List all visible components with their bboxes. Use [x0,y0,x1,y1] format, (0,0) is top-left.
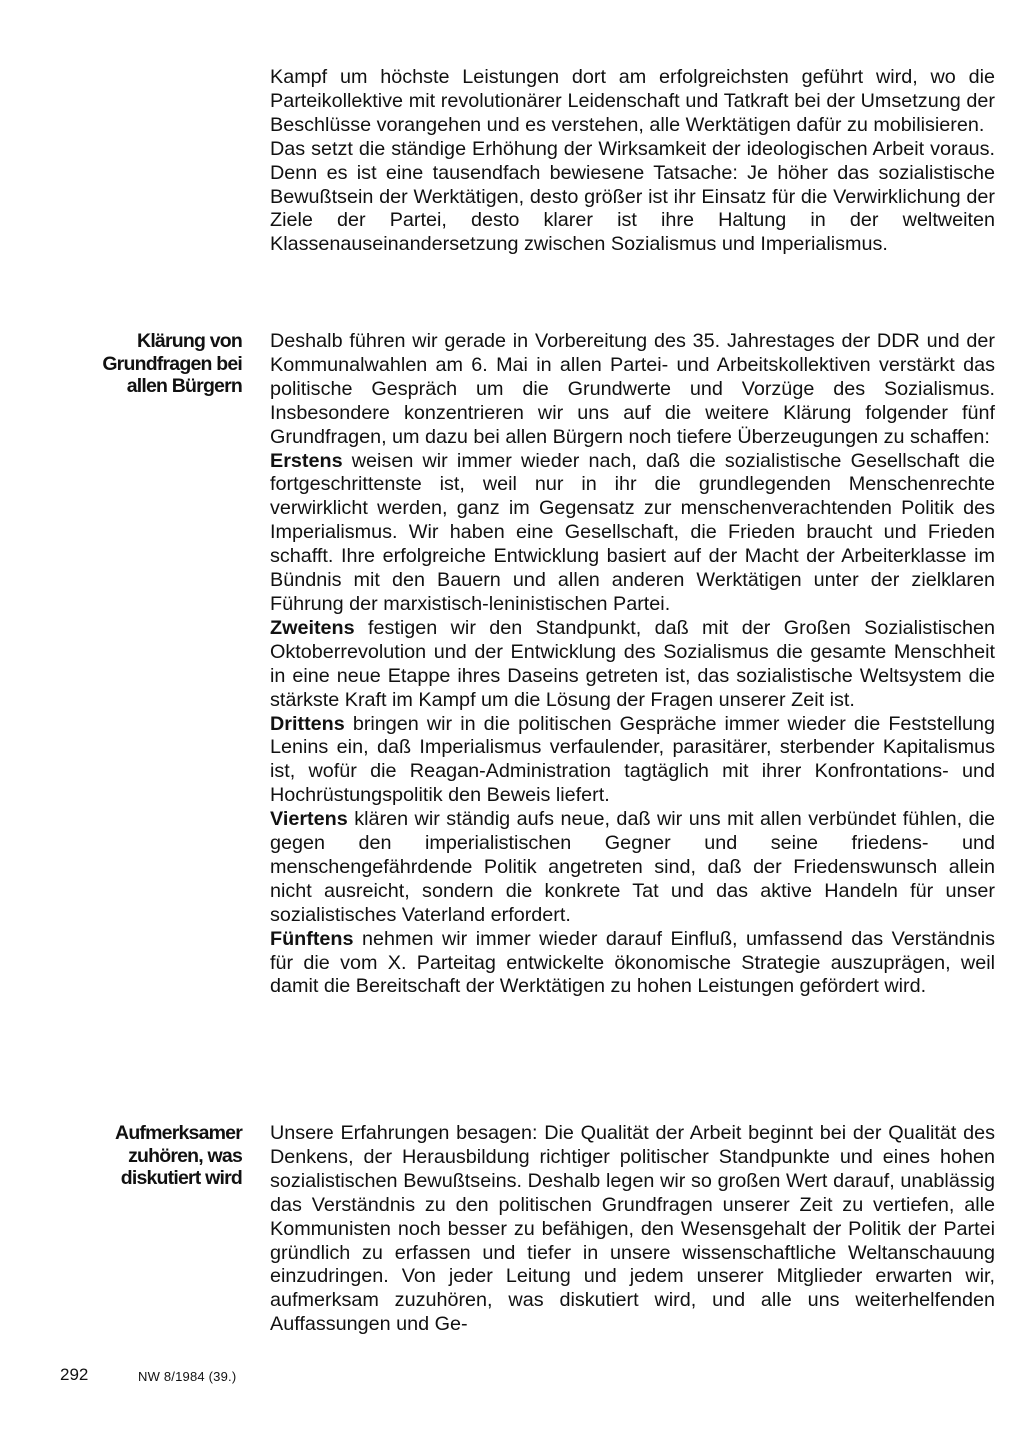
section-2-text-block [270,1122,995,1337]
intro-paragraph-2: Das setzt die ständige Erhöhung der Wirksamkeit der ideologischen Arbeit voraus. Denn es ist eine tausendfach bewiesene Tatsache: Je höher das sozialistische Bewußtsein der Werktätigen, desto größer ist ihr Einsatz für die Verwirklichung der Ziele der Partei, desto klarer ist ihre Haltung in der weltweiten Klassenauseinandersetzung zwischen Sozialismus und Imperialismus. [270,137,995,256]
point-keyword-4: Viertens [270,808,348,831]
point-paragraph-1 [270,450,995,617]
point-text-1: weisen wir immer wieder nach, daß die sozialistische Gesellschaft die fortgeschrittenste ist, weil nur in ihr die grundlegenden Menschenrechte verwirklicht werden, ganz im Gegensatz zur menschenverachtenden Politik des Imperialismus. Wir haben eine Gesellschaft, die Frieden braucht und Frieden schafft. Ihre erfolgreiche Entwicklung basiert auf der Macht der Arbeiterklasse im Bündnis mit den Bauern und allen anderen Werktätigen unter der zielklaren Führung der marxistisch-leninistischen Partei. [270,449,995,615]
point-keyword-2: Zweitens [270,616,355,639]
margin-heading-1: Klärung von Grundfragen bei allen Bürgern [102,330,242,397]
point-text-2: festigen wir den Standpunkt, daß mit der Großen Sozialistischen Oktoberrevolution und der Entwicklung des Sozialismus die gesamte Menschheit in eine neue Etappe ihres Daseins getreten ist, das sozialistische Weltsystem die stärkste Kraft im Kampf um die Lösung der Fragen unserer Zeit ist. [270,616,995,711]
point-text-5: nehmen wir immer wieder darauf Einfluß, umfassend das Verständnis für die vom X. Parteitag entwickelte ökonomische Strategie auszuprägen, weil damit die Bereitschaft der Werktätigen zu hohen Leistungen gefördert wird. [270,927,995,998]
point-keyword-5: Fünftens [270,927,354,950]
margin-heading-2: Aufmerksamer zuhören, was diskutiert wird [115,1122,242,1189]
page-number: 292 [60,1365,89,1384]
point-paragraph-5 [270,928,995,1000]
point-paragraph-4 [270,808,995,928]
section-1-intro-paragraph: Deshalb führen wir gerade in Vorbereitung des 35. Jahrestages der DDR und der Kommunalwahlen am 6. Mai in allen Partei- und Arbeitskollektiven verstärkt das politische Gespräch um die Grundwerte und Vorzüge des Sozialismus. Insbesondere konzentrieren wir uns auf die weitere Klärung folgender fünf Grundfragen, um dazu bei allen Bürgern noch tiefere Überzeugungen zu schaffen: [270,330,995,448]
point-text-4: klären wir ständig aufs neue, daß wir uns mit allen verbündet fühlen, die gegen den imperialistischen Gegner und seine friedens- und menschengefährdende Politik angetreten sind, daß der Friedenswunsch allein nicht ausreicht, sondern die konkrete Tat und das aktive Handeln für unser sozialistisches Vaterland erfordert. [270,808,995,926]
intro-text-block [270,66,995,257]
section-1-text-block [270,330,995,999]
intro-paragraph-1: Kampf um höchste Leistungen dort am erfolgreichsten geführt wird, wo die Parteikollektive mit revolutionärer Leidenschaft und Tatkraft bei der Umsetzung der Beschlüsse vorangehen und es verstehen, alle Werktätigen dafür zu mobilisieren. [270,66,995,136]
point-text-3: bringen wir in die politischen Gespräche immer wieder die Feststellung Lenins ein, daß Imperialismus verfaulender, parasitärer, sterbender Kapitalismus ist, wofür die Reagan-Administration tagtäglich mit ihrer Konfrontations- und Hochrüstungspolitik den Beweis liefert. [270,712,995,807]
point-keyword-3: Drittens [270,712,345,735]
point-paragraph-2 [270,617,995,713]
point-paragraph-3 [270,713,995,809]
section-2-paragraph: Unsere Erfahrungen besagen: Die Qualität der Arbeit beginnt bei der Qualität des Denkens, der Herausbildung richtiger politischer Standpunkte und eines hohen sozialistischen Bewußtseins. Deshalb legen wir so großen Wert darauf, unablässig das Verständnis zu den politischen Grundfragen unserer Zeit zu vertiefen, alle Kommunisten noch besser zu befähigen, den Wesensgehalt der Politik der Partei gründlich zu erfassen und tiefer in unsere wissenschaftliche Weltanschauung einzudringen. Von jeder Leitung und jedem unserer Mitglieder erwarten wir, aufmerksam zuzuhören, was diskutiert wird, und alle uns weiterhelfenden Auffassungen und Ge- [270,1122,995,1336]
point-keyword-1: Erstens [270,449,343,472]
journal-reference: NW 8/1984 (39.) [138,1369,237,1384]
